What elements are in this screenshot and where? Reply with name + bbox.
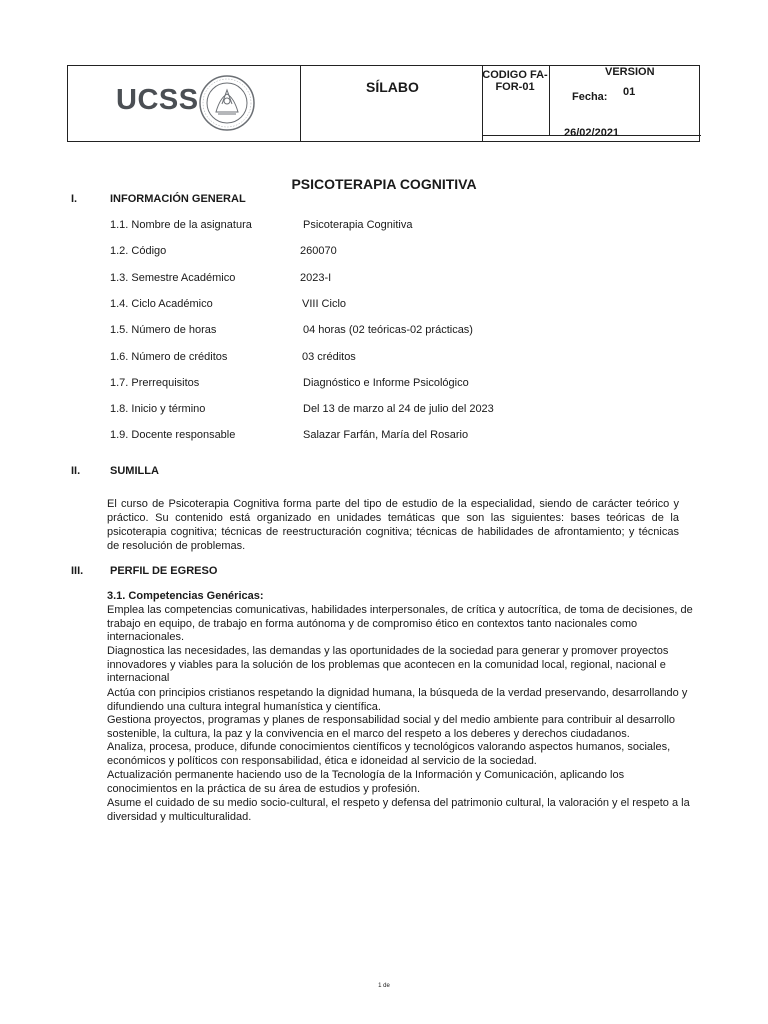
subsection-title: 3.1. Competencias Genéricas: <box>107 590 264 602</box>
info-row <box>110 298 710 312</box>
section-title: PERFIL DE EGRESO <box>110 565 218 577</box>
document-code: CODIGO FA-FOR-01 <box>482 69 548 93</box>
info-row <box>110 429 710 443</box>
sumilla-paragraph: El curso de Psicoterapia Cognitiva forma parte del tipo de estudio de la especialidad, siendo de carácter teórico y práctico. Su contenido está organizado en unidades temáticas que son las siguientes: bases teóricas de la psicoterapia cognitiva; técnicas de reestructuración cognitiva; técnicas de habilidades de afrontamiento; y técnicas de resolución de problemas. <box>107 498 679 552</box>
logo-wordmark: UCSS <box>116 84 199 116</box>
ucss-logo <box>116 74 256 132</box>
info-row <box>110 377 710 391</box>
info-value: Del 13 de marzo al 24 de julio del 2023 <box>303 403 494 415</box>
info-label: 1.9. Docente responsable <box>110 429 236 441</box>
info-row <box>110 219 710 233</box>
info-value: VIII Ciclo <box>302 298 347 310</box>
competency-item: Actúa con principios cristianos respetando la dignidad humana, la búsqueda de la verdad preservando, desarrollando y difundiendo una cultura integral humanística y científica. <box>107 687 688 713</box>
date-label: Fecha: <box>572 91 608 103</box>
info-label: 1.3. Semestre Académico <box>110 272 236 284</box>
date-value: 26/02/2021 <box>564 127 620 139</box>
info-label: 1.5. Número de horas <box>110 324 217 336</box>
competency-item: Gestiona proyectos, programas y planes de responsabilidad social y del medio ambiente para contribuir al desarrollo sostenible, la cultura, la paz y la convivencia en el marco del respeto a los deberes y derechos ciudadanos. <box>107 714 676 740</box>
competency-item: Asume el cuidado de su medio socio-cultural, el respeto y defensa del patrimonio cultural, la valoración y el respeto a la diversidad y multiculturalidad. <box>107 797 690 823</box>
info-label: 1.8. Inicio y término <box>110 403 206 415</box>
header-table <box>67 65 700 142</box>
section-title: SUMILLA <box>110 465 159 477</box>
version-label: VERSION <box>605 66 655 78</box>
info-value: Diagnóstico e Informe Psicológico <box>303 377 469 389</box>
info-value: Salazar Farfán, María del Rosario <box>303 429 469 441</box>
info-value: 04 horas (02 teóricas-02 prácticas) <box>303 324 473 336</box>
syllabus-label: SÍLABO <box>366 79 419 95</box>
version-value: 01 <box>623 86 636 98</box>
info-value: 03 créditos <box>302 351 356 363</box>
info-row <box>110 351 710 365</box>
info-label: 1.7. Prerrequisitos <box>110 377 200 389</box>
info-label: 1.2. Código <box>110 245 167 257</box>
competency-item: Actualización permanente haciendo uso de la Tecnología de la Información y Comunicación, aplicando los conocimientos en la práctica de su área de estudios y profesión. <box>107 769 625 795</box>
section-title: INFORMACIÓN GENERAL <box>110 193 246 205</box>
section-number: II. <box>71 465 81 477</box>
info-label: 1.6. Número de créditos <box>110 351 228 363</box>
info-value: 260070 <box>300 245 337 257</box>
document-title: PSICOTERAPIA COGNITIVA <box>291 176 477 192</box>
header-divider <box>300 66 301 141</box>
competency-item: Emplea las competencias comunicativas, habilidades interpersonales, de crítica y autocrítica, de toma de decisiones, de trabajo en equipo, de trabajo en forma autónoma y de compromiso ético en contextos tanto nacionales como internacionales. <box>107 604 693 643</box>
info-row <box>110 272 710 286</box>
competency-item: Diagnostica las necesidades, las demandas y las oportunidades de la sociedad para generar y promover proyectos innovadores y viables para la solución de los problemas que acontecen en la comunidad local, regional, nacional e internacional <box>107 645 669 684</box>
info-label: 1.1. Nombre de la asignatura <box>110 219 252 231</box>
info-row <box>110 245 710 259</box>
info-value: Psicoterapia Cognitiva <box>303 219 413 231</box>
university-seal-icon <box>198 74 256 132</box>
header-divider <box>549 66 550 135</box>
page-footer: 1 de <box>378 983 390 989</box>
info-value: 2023-I <box>300 272 332 284</box>
info-row <box>110 324 710 338</box>
competency-item: Analiza, procesa, produce, difunde conocimientos científicos y tecnológicos valorando aspectos humanos, sociales, económicos y políticos con responsabilidad, ética e idoneidad al servicio de la sociedad. <box>107 741 671 767</box>
section-number: I. <box>71 193 78 205</box>
section-number: III. <box>71 565 84 577</box>
info-label: 1.4. Ciclo Académico <box>110 298 213 310</box>
info-row <box>110 403 710 417</box>
